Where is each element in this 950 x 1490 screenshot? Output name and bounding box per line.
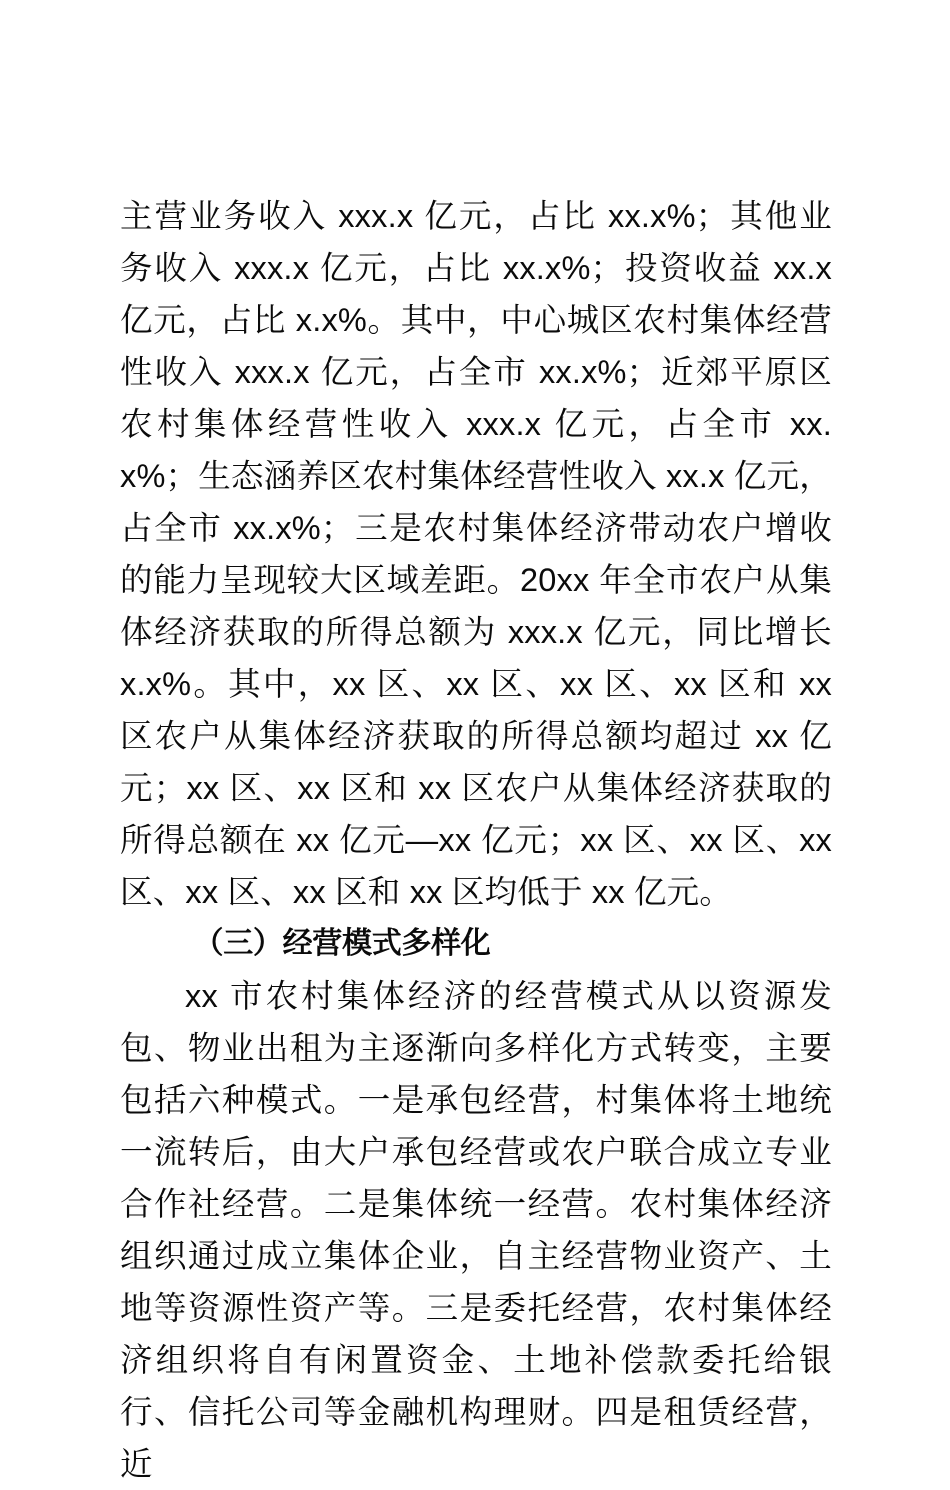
paragraph-income-breakdown: 主营业务收入 xxx.x 亿元，占比 xx.x%；其他业务收入 xxx.x 亿元，占比 xx.x%；投资收益 xx.x 亿元，占比 x.x%。其中，中心城区农村集体经营性收入 xxx.x 亿元，占全市 xx.x%；近郊平原区农村集体经营性收入 xxx.x 亿元，占全市 xx.x%；生态涵养区农村集体经营性收入 xx.x 亿元，占全市 xx.x%；三是农村集体经济带动农户增收的能力呈现较大区域差距。20xx 年全市农户从集体经济获取的所得总额为 xxx.x 亿元，同比增长 x.x%。其中，xx 区、xx 区、xx 区、xx 区和 xx 区农户从集体经济获取的所得总额均超过 xx 亿元；xx 区、xx 区和 xx 区农户从集体经济获取的所得总额在 xx 亿元—xx 亿元；xx 区、xx 区、xx 区、xx 区、xx 区和 xx 区均低于 xx 亿元。 (120, 198, 832, 910)
text-column (120, 190, 832, 1490)
paragraph-business-models: xx 市农村集体经济的经营模式从以资源发包、物业出租为主逐渐向多样化方式转变，主要包括六种模式。一是承包经营，村集体将土地统一流转后，由大户承包经营或农户联合成立专业合作社经营。二是集体统一经营。农村集体经济组织通过成立集体企业，自主经营物业资产、土地等资源性资产等。三是委托经营，农村集体经济组织将自有闲置资金、土地补偿款委托给银行、信托公司等金融机构理财。四是租赁经营，近 (120, 978, 832, 1482)
section-heading-business-models: （三）经营模式多样化 (193, 927, 491, 960)
